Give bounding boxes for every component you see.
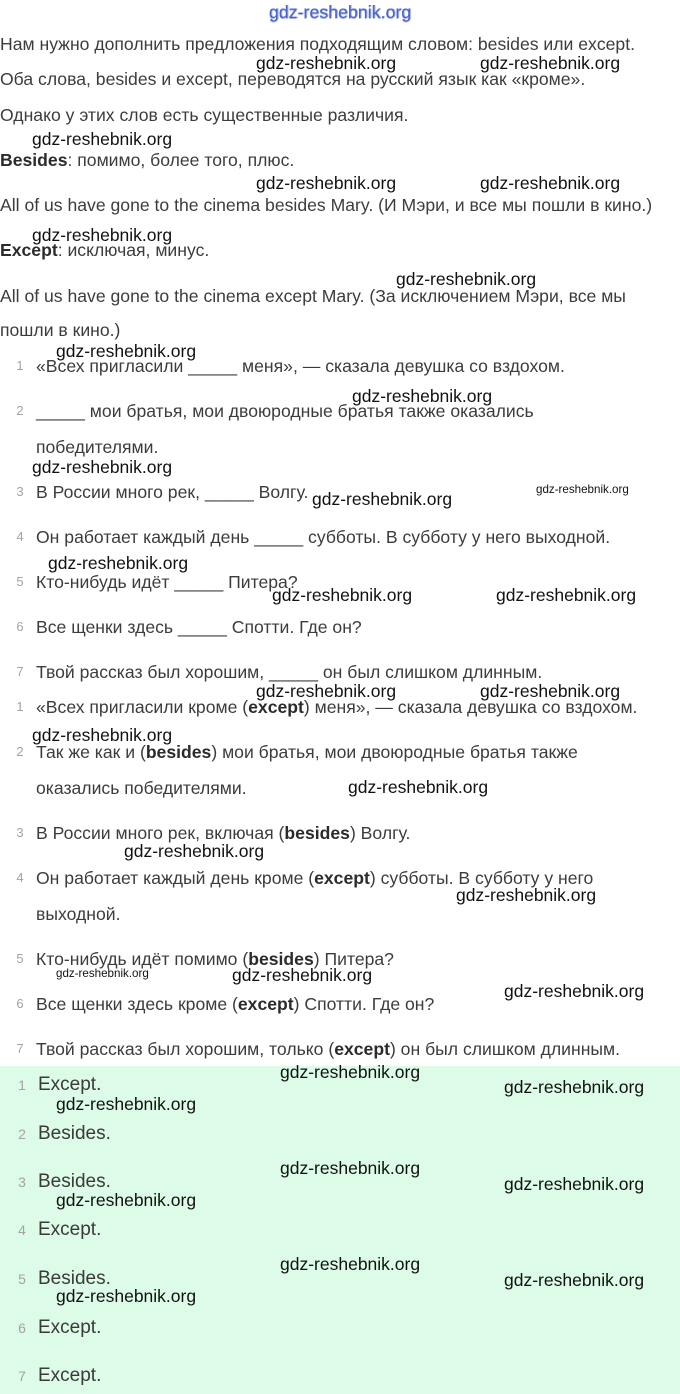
item-number: 6 (18, 1320, 26, 1336)
item-number: 7 (18, 1368, 26, 1384)
exercise-item (0, 400, 680, 422)
watermark: gdz-reshebnik.org (256, 173, 397, 193)
explained-item (0, 1038, 680, 1060)
exercise-text: _____ мои братья, мои двоюродные братья также оказались (36, 401, 534, 421)
explained-item-continuation (0, 777, 680, 799)
item-number: 7 (16, 1041, 24, 1056)
item-number: 4 (18, 1222, 26, 1238)
watermark: gdz-reshebnik.org (32, 457, 173, 477)
answer-word: except (314, 868, 370, 888)
watermark: gdz-reshebnik.org (256, 53, 397, 73)
item-number: 1 (18, 1077, 26, 1093)
watermark: gdz-reshebnik.org (504, 981, 645, 1001)
item-number: 3 (16, 484, 24, 499)
exercise-text: Все щенки здесь _____ Спотти. Где он? (36, 617, 362, 637)
except-example-line: пошли в кино.) (0, 320, 121, 340)
explained-text-continuation: оказались победителями. (36, 778, 247, 798)
besides-definition (0, 149, 294, 171)
difference-note: Однако у этих слов есть существенные различия. (0, 105, 409, 125)
watermark: gdz-reshebnik.org (536, 483, 629, 496)
item-number: 2 (16, 744, 24, 759)
explained-text (36, 993, 434, 1015)
except-definition-text: : исключая, минус. (57, 240, 210, 260)
task-statement: Нам нужно дополнить предложения подходящим словом: besides или except. (0, 34, 635, 54)
explained-text-before: Все щенки здесь кроме ( (36, 994, 238, 1014)
except-example-line: All of us have gone to the cinema except Mary. (За исключением Мэри, все мы (0, 286, 626, 306)
answer-item (0, 1123, 680, 1145)
answer-item (0, 1219, 680, 1241)
item-number: 2 (18, 1126, 26, 1142)
item-number: 5 (16, 951, 24, 966)
explained-text-before: «Всех пригласили кроме ( (36, 697, 249, 717)
watermark: gdz-reshebnik.org (124, 841, 265, 861)
watermark: gdz-reshebnik.org (56, 1094, 197, 1114)
item-number: 3 (18, 1174, 26, 1190)
explained-text-after: ) мои братья, мои двоюродные братья также (211, 742, 578, 762)
answer-word: except (248, 697, 304, 717)
explained-text-after: ) Спотти. Где он? (293, 994, 435, 1014)
except-term: Except (0, 240, 58, 260)
exercise-text: «Всех пригласили _____ меня», — сказала девушка со вздохом. (36, 356, 565, 376)
besides-definition-text: : помимо, более того, плюс. (67, 150, 295, 170)
exercise-item (0, 616, 680, 638)
explained-text-after: ) субботы. В субботу у него (369, 868, 594, 888)
watermark: gdz-reshebnik.org (496, 585, 637, 605)
exercise-text: Твой рассказ был хорошим, _____ он был слишком длинным. (36, 662, 543, 682)
exercise-text: В России много рек, _____ Волгу. (36, 482, 309, 502)
exercise-text: Он работает каждый день _____ субботы. В субботу у него выходной. (36, 527, 611, 547)
watermark: gdz-reshebnik.org (480, 53, 621, 73)
watermark: gdz-reshebnik.org (32, 725, 173, 745)
watermark: gdz-reshebnik.org (504, 1174, 645, 1194)
watermark: gdz-reshebnik.org (56, 341, 197, 361)
item-number: 7 (16, 664, 24, 679)
answer-text: Except. (38, 1317, 102, 1338)
exercise-item-continuation (0, 436, 680, 458)
besides-term: Besides (0, 150, 68, 170)
watermark: gdz-reshebnik.org (348, 777, 489, 797)
watermark: gdz-reshebnik.org (48, 553, 189, 573)
answer-word: except (237, 994, 294, 1014)
watermark: gdz-reshebnik.org (280, 1062, 421, 1082)
explained-text-before: Он работает каждый день кроме ( (36, 868, 315, 888)
watermark: gdz-reshebnik.org (280, 1254, 421, 1274)
item-number: 1 (16, 358, 24, 373)
explained-text-continuation: выходной. (36, 904, 121, 924)
explained-item-continuation (0, 903, 680, 925)
explained-item (0, 822, 680, 844)
answer-word: besides (248, 949, 314, 969)
watermark: gdz-reshebnik.org (32, 225, 173, 245)
answer-word: except (334, 1039, 390, 1059)
site-header-logo: gdz-reshebnik.org (268, 2, 412, 22)
watermark: gdz-reshebnik.org (280, 1158, 421, 1178)
explained-text-after: ) Волгу. (349, 823, 411, 843)
item-number: 5 (16, 574, 24, 589)
watermark: gdz-reshebnik.org (272, 585, 413, 605)
besides-example: All of us have gone to the cinema besides Mary. (И Мэри, и все мы пошли в кино.) (0, 195, 653, 215)
answer-item (0, 1365, 680, 1387)
watermark: gdz-reshebnik.org (56, 1190, 197, 1210)
watermark: gdz-reshebnik.org (312, 489, 453, 509)
item-number: 6 (16, 619, 24, 634)
item-number: 5 (18, 1271, 26, 1287)
answer-text: Besides. (38, 1268, 111, 1289)
explained-text-after: ) он был слишком длинным. (389, 1039, 621, 1059)
answer-text: Besides. (38, 1171, 111, 1192)
watermark: gdz-reshebnik.org (396, 269, 537, 289)
watermark: gdz-reshebnik.org (352, 386, 493, 406)
watermark: gdz-reshebnik.org (56, 1286, 197, 1306)
item-number: 3 (16, 825, 24, 840)
watermark: gdz-reshebnik.org (480, 681, 621, 701)
item-number: 4 (16, 870, 24, 885)
explained-text-before: Твой рассказ был хорошим, только ( (36, 1039, 335, 1059)
item-number: 2 (16, 403, 24, 418)
watermark: gdz-reshebnik.org (256, 681, 397, 701)
answer-box (0, 1066, 680, 1394)
watermark: gdz-reshebnik.org (32, 129, 173, 149)
item-number: 6 (16, 996, 24, 1011)
watermark: gdz-reshebnik.org (480, 173, 621, 193)
answer-text: Except. (38, 1365, 102, 1386)
answer-item (0, 1317, 680, 1339)
exercise-text: Кто-нибудь идёт _____ Питера? (36, 572, 298, 592)
exercise-item (0, 661, 680, 683)
item-number: 4 (16, 529, 24, 544)
item-number: 1 (16, 699, 24, 714)
watermark: gdz-reshebnik.org (56, 967, 149, 980)
answer-word: besides (145, 742, 212, 762)
answer-text: Except. (38, 1074, 102, 1095)
explained-text-after: ) Питера? (313, 949, 394, 969)
watermark: gdz-reshebnik.org (232, 965, 373, 985)
exercise-text-continuation: победителями. (36, 437, 159, 457)
answer-word: besides (284, 823, 350, 843)
answer-text: Except. (38, 1219, 102, 1240)
explained-text-before: В России много рек, включая ( (36, 823, 285, 843)
explained-text-before: Так же как и ( (36, 742, 146, 762)
translation-note: Оба слова, besides и except, переводятся на русский язык как «кроме». (0, 69, 586, 89)
exercise-item (0, 526, 680, 548)
explained-text-after: ) меня», — сказала девушка со вздохом. (303, 697, 638, 717)
watermark: gdz-reshebnik.org (504, 1077, 645, 1097)
explained-text (36, 1038, 620, 1060)
explained-text-before: Кто-нибудь идёт помимо ( (36, 949, 249, 969)
watermark: gdz-reshebnik.org (504, 1270, 645, 1290)
watermark: gdz-reshebnik.org (456, 885, 597, 905)
answer-text: Besides. (38, 1123, 111, 1144)
